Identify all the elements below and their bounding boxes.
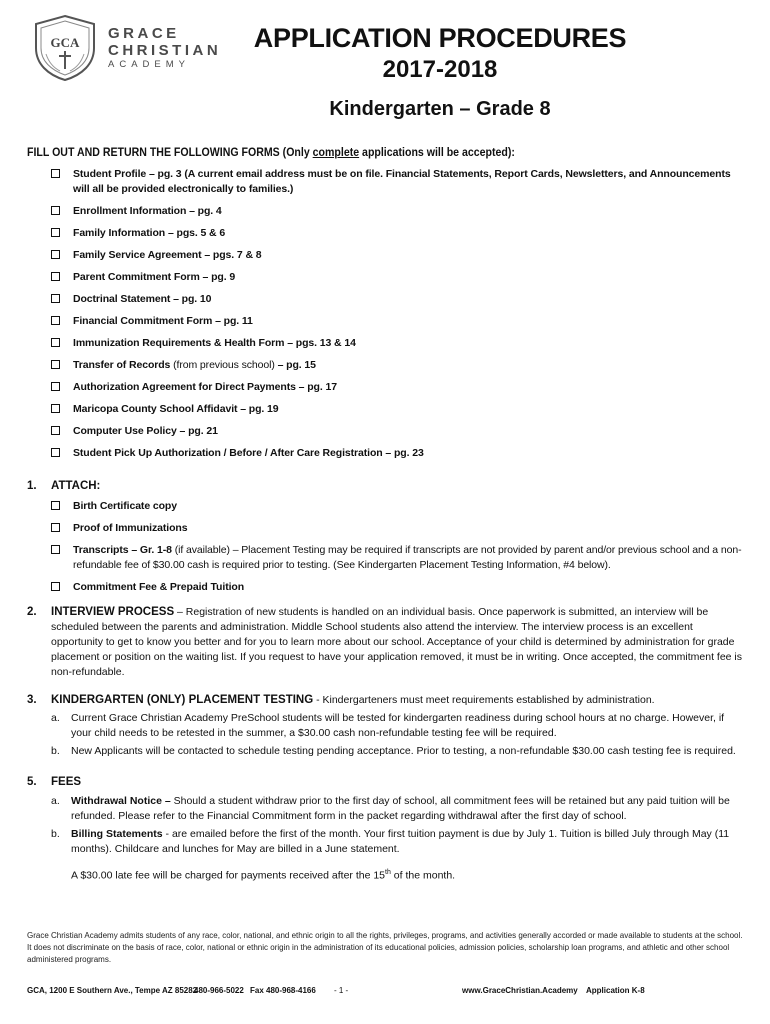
form-item-label: Enrollment Information – pg. 4: [73, 205, 222, 217]
fees-section: [27, 775, 747, 884]
form-item-label: Transfer of Records: [73, 359, 171, 371]
form-item: [51, 226, 747, 241]
checkbox-icon[interactable]: [51, 426, 60, 435]
page-title: APPLICATION PROCEDURES: [253, 23, 627, 53]
form-item-label: Doctrinal Statement – pg. 10: [73, 293, 212, 305]
fee-item-title: Billing Statements: [71, 828, 163, 840]
page-header: [220, 22, 660, 122]
fees-number: 5.: [27, 776, 37, 788]
checkbox-icon[interactable]: [51, 501, 60, 510]
form-item-label: Authorization Agreement for Direct Payments – pg. 17: [73, 381, 337, 393]
checkbox-icon[interactable]: [51, 228, 60, 237]
shield-crest-icon: [32, 14, 98, 82]
kindergarten-item: [27, 711, 747, 741]
footer-doc-id: Application K-8: [586, 986, 645, 995]
form-item-label: Family Information – pgs. 5 & 6: [73, 227, 226, 239]
checkbox-icon[interactable]: [51, 250, 60, 259]
checkbox-icon[interactable]: [51, 582, 60, 591]
checkbox-icon[interactable]: [51, 169, 60, 178]
fee-item-title: Withdrawal Notice –: [71, 795, 171, 807]
grade-range: Kindergarten – Grade 8: [329, 98, 551, 120]
form-item: [51, 204, 747, 219]
interview-text-first: – Registration of new students is handled on an individual basis. Once paperwork is submitted, an interview will be: [174, 606, 709, 618]
interview-text: scheduled between the parents and administration. Middle School students also attend the interview. The interview process is an excellent opportunity to get to know you better and for you to learn more about our school. Acceptance of your child is determined by administration for grade placement or position on the waiting list. If you request to have your application removed, it must be in writing. Once accepted, the commitment fee is non-refundable.: [51, 621, 743, 678]
kindergarten-items: [27, 711, 747, 759]
forms-heading-note: [283, 147, 515, 159]
note-prefix: (Only: [282, 147, 313, 159]
fees-items: [27, 794, 747, 857]
forms-heading-text: FILL OUT AND RETURN THE FOLLOWING FORMS: [27, 147, 280, 159]
late-fee-prefix: A $30.00 late fee will be charged for payments received after the 15: [71, 869, 386, 882]
form-item-label: Student Profile – pg. 3 (A current email address must be on file. Financial Statements, Report Cards, Newsletters, and Announcements will all be provided electronically to families.): [73, 168, 731, 195]
forms-heading: [27, 146, 689, 161]
fee-item: [27, 794, 747, 824]
form-item: [51, 402, 747, 417]
kindergarten-item-text: New Applicants will be contacted to schedule testing pending acceptance. Prior to testing, a non-refundable $30.00 cash testing fee is required.: [71, 745, 736, 757]
form-item: [51, 424, 747, 439]
form-item-label: Immunization Requirements & Health Form – pgs. 13 & 14: [73, 337, 356, 349]
checkbox-icon[interactable]: [51, 206, 60, 215]
interview-para: [27, 605, 747, 620]
checkbox-icon[interactable]: [51, 382, 60, 391]
checkbox-icon[interactable]: [51, 338, 60, 347]
checkbox-icon[interactable]: [51, 360, 60, 369]
form-item-tail: – pg. 15: [277, 359, 316, 371]
kindergarten-item-letter: b.: [51, 745, 60, 757]
logo-line-grace: GRACE: [108, 25, 180, 42]
footer-address: GCA, 1200 E Southern Ave., Tempe AZ 85282: [27, 986, 198, 995]
form-item-label: Computer Use Policy – pg. 21: [73, 425, 218, 437]
form-item: [51, 314, 747, 329]
attachment-item: [51, 499, 747, 514]
attachment-item: [51, 543, 747, 573]
fee-item: [27, 827, 747, 857]
kindergarten-heading-line: [27, 693, 747, 708]
checkbox-icon[interactable]: [51, 294, 60, 303]
attachment-item: [51, 521, 747, 536]
checkbox-icon[interactable]: [51, 545, 60, 554]
form-item: [51, 446, 747, 461]
attach-title: ATTACH:: [51, 480, 101, 492]
school-logo: [32, 14, 232, 84]
footer-page-number: - 1 -: [334, 986, 349, 995]
attach-section: [27, 479, 747, 595]
fee-item-letter: b.: [51, 828, 60, 840]
attachment-item-label: Proof of Immunizations: [73, 522, 188, 534]
fee-item-letter: a.: [51, 795, 60, 807]
fee-item-text: Should a student withdraw prior to the first day of school, all commitment fees will be retained but any paid tuition will be refunded. Please refer to the Financial Commitment form in the packet regarding withdrawal after the first day of school.: [71, 795, 730, 822]
note-underlined: complete: [312, 147, 360, 159]
logo-line-christian: CHRISTIAN: [108, 42, 222, 59]
late-fee-sup: th: [385, 869, 391, 876]
forms-checklist: [27, 167, 747, 461]
fee-item-text: - are emailed before the first of the month. Your first tuition payment is due by July 1. Tuition is billed July through May (11 months). Childcare and lunches for May are billed in a June statement.: [71, 828, 730, 855]
form-item: [51, 358, 747, 373]
attachment-item-label: Birth Certificate copy: [73, 500, 177, 512]
fees-heading-line: [27, 775, 747, 790]
attach-checklist: [27, 499, 747, 595]
checkbox-icon[interactable]: [51, 523, 60, 532]
interview-number: 2.: [27, 606, 37, 618]
note-suffix: applications will be accepted):: [359, 147, 515, 159]
kindergarten-item-letter: a.: [51, 712, 60, 724]
attachment-item: [51, 580, 747, 595]
form-item-note: (from previous school): [170, 359, 278, 371]
form-item-label: Parent Commitment Form – pg. 9: [73, 271, 236, 283]
kindergarten-heading: KINDERGARTEN (ONLY) PLACEMENT TESTING: [51, 694, 314, 706]
kindergarten-heading-tail: - Kindergarteners must meet requirements established by administration.: [313, 694, 655, 706]
checkbox-icon[interactable]: [51, 448, 60, 457]
late-fee-note: [71, 865, 747, 884]
attach-number: 1.: [27, 480, 37, 492]
kindergarten-number: 3.: [27, 694, 37, 706]
form-item: [51, 270, 747, 285]
footer-phone: 480-966-5022: [194, 986, 244, 995]
late-fee-suffix: of the month.: [390, 869, 456, 882]
checkbox-icon[interactable]: [51, 404, 60, 413]
fees-heading: FEES: [51, 776, 82, 788]
attachment-item-note: (if available) – Placement Testing may be required if transcripts are not provided by parent and/or previous school and a non-refundable fee of $30.00 cash is required prior to testing. (See Kindergarten Placement Testing Information, #4 below).: [73, 544, 742, 571]
kindergarten-item: [27, 744, 747, 759]
form-item-label: Student Pick Up Authorization / Before / After Care Registration – pg. 23: [73, 447, 424, 459]
kindergarten-item-text: Current Grace Christian Academy PreSchool students will be tested for kindergarten readiness during school hours at no charge. However, if your child needs to be retested in the summer, a $30.00 cash non-refundable testing fee will be required.: [71, 712, 725, 739]
form-item: [51, 380, 747, 395]
form-item-label: Financial Commitment Form – pg. 11: [73, 315, 253, 327]
logo-line-academy: ACADEMY: [108, 59, 190, 70]
form-item: [51, 248, 747, 263]
form-item-label: Family Service Agreement – pgs. 7 & 8: [73, 249, 262, 261]
logo-monogram: GCA: [50, 35, 80, 50]
logo-wordmark: [108, 26, 221, 70]
procedures-body: [27, 146, 747, 884]
checkbox-icon[interactable]: [51, 272, 60, 281]
school-year: 2017-2018: [382, 56, 498, 83]
interview-heading: INTERVIEW PROCESS: [51, 606, 175, 618]
footer-website[interactable]: www.GraceChristian.Academy: [462, 986, 578, 995]
form-item: [51, 167, 747, 197]
footer-fax: Fax 480-968-4166: [250, 986, 316, 995]
attach-heading: [27, 479, 747, 494]
nondiscrimination-statement: Grace Christian Academy admits students of any race, color, national, and ethnic origin to all the rights, privileges, programs, and activities generally accorded or made available to students at the school. It does not discriminate on the basis of race, color, national or ethnic origin in the administration of its educational policies, admission policies, scholarship loan programs, and athletic and other school administered programs.: [27, 931, 743, 964]
interview-section: [27, 605, 747, 680]
attachment-item-label: Commitment Fee & Prepaid Tuition: [73, 581, 245, 593]
form-item: [51, 292, 747, 307]
attachment-item-label: Transcripts – Gr. 1-8: [73, 544, 172, 556]
form-item: [51, 336, 747, 351]
form-item-label: Maricopa County School Affidavit – pg. 19: [73, 403, 279, 415]
checkbox-icon[interactable]: [51, 316, 60, 325]
kindergarten-section: [27, 693, 747, 759]
